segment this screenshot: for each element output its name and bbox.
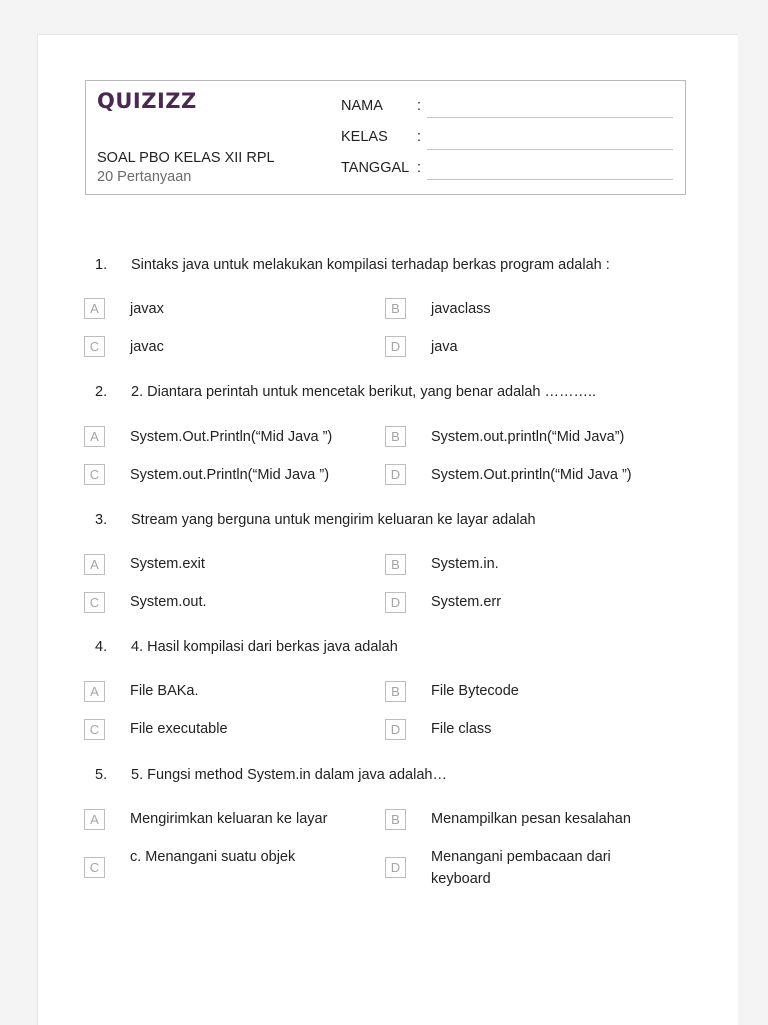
nama-fill-line (427, 117, 673, 118)
question-text: 2. Diantara perintah untuk mencetak berikut, yang benar adalah ……….. (131, 384, 597, 400)
question-count: 20 Pertanyaan (97, 169, 192, 185)
question-number: 1. (95, 257, 108, 273)
option-b-box: B (385, 298, 406, 319)
option-d-box: D (385, 336, 406, 357)
option-a-text: Mengirimkan keluaran ke layar (130, 811, 328, 827)
option-b-text: javaclass (431, 301, 491, 317)
option-b-box: B (385, 681, 406, 702)
option-b-text: Menampilkan pesan kesalahan (431, 811, 631, 827)
option-d-text: java (431, 339, 458, 355)
option-a-text: File BAKa. (130, 683, 199, 699)
option-b-box: B (385, 554, 406, 575)
field-colon: : (417, 98, 422, 114)
question-text: 4. Hasil kompilasi dari berkas java adalah (131, 639, 398, 655)
field-label-tanggal: TANGGAL (341, 160, 410, 176)
option-d-text: Menangani pembacaan dari keyboard (431, 849, 611, 887)
field-colon: : (417, 129, 422, 145)
option-c-box: C (84, 592, 105, 613)
option-c-text: System.out. (130, 594, 207, 610)
option-a-box: A (84, 681, 105, 702)
quizizz-logo: QUIZIZZ (97, 89, 197, 113)
field-colon: : (417, 160, 422, 176)
question-number: 2. (95, 384, 108, 400)
field-label-kelas: KELAS (341, 129, 388, 145)
option-a-box: A (84, 298, 105, 319)
option-b-text: System.out.println(“Mid Java”) (431, 429, 625, 445)
option-d-box: D (385, 719, 406, 740)
option-c-text: c. Menangani suatu objek (130, 849, 296, 865)
option-b-text: System.in. (431, 556, 499, 572)
option-c-box: C (84, 336, 105, 357)
option-d-box: D (385, 592, 406, 613)
option-b-box: B (385, 426, 406, 447)
option-d-box: D (385, 464, 406, 485)
worksheet-header (85, 80, 686, 195)
question-text: 5. Fungsi method System.in dalam java adalah… (131, 767, 447, 783)
option-d-text: System.Out.println(“Mid Java ”) (431, 467, 632, 483)
option-c-box: C (84, 719, 105, 740)
option-c-box: C (84, 857, 105, 878)
question-text: Stream yang berguna untuk mengirim keluaran ke layar adalah (131, 512, 536, 528)
tanggal-fill-line (427, 179, 673, 180)
option-b-text: File Bytecode (431, 683, 519, 699)
field-label-nama: NAMA (341, 98, 383, 114)
option-c-box: C (84, 464, 105, 485)
kelas-fill-line (427, 149, 673, 150)
option-a-box: A (84, 809, 105, 830)
option-d-text: System.err (431, 594, 502, 610)
option-a-text: javax (130, 301, 164, 317)
worksheet-page (37, 34, 738, 1025)
option-a-box: A (84, 554, 105, 575)
option-c-text: System.out.Println(“Mid Java ”) (130, 467, 330, 483)
option-a-text: System.Out.Println(“Mid Java ”) (130, 429, 333, 445)
option-c-text: File executable (130, 721, 228, 737)
question-number: 5. (95, 767, 108, 783)
option-d-box: D (385, 857, 406, 878)
question-text: Sintaks java untuk melakukan kompilasi terhadap berkas program adalah : (131, 257, 610, 273)
option-a-text: System.exit (130, 556, 205, 572)
option-c-text: javac (130, 339, 164, 355)
question-number: 4. (95, 639, 108, 655)
option-d-text: File class (431, 721, 492, 737)
quiz-title: SOAL PBO KELAS XII RPL (97, 150, 275, 166)
option-a-box: A (84, 426, 105, 447)
option-b-box: B (385, 809, 406, 830)
question-number: 3. (95, 512, 108, 528)
